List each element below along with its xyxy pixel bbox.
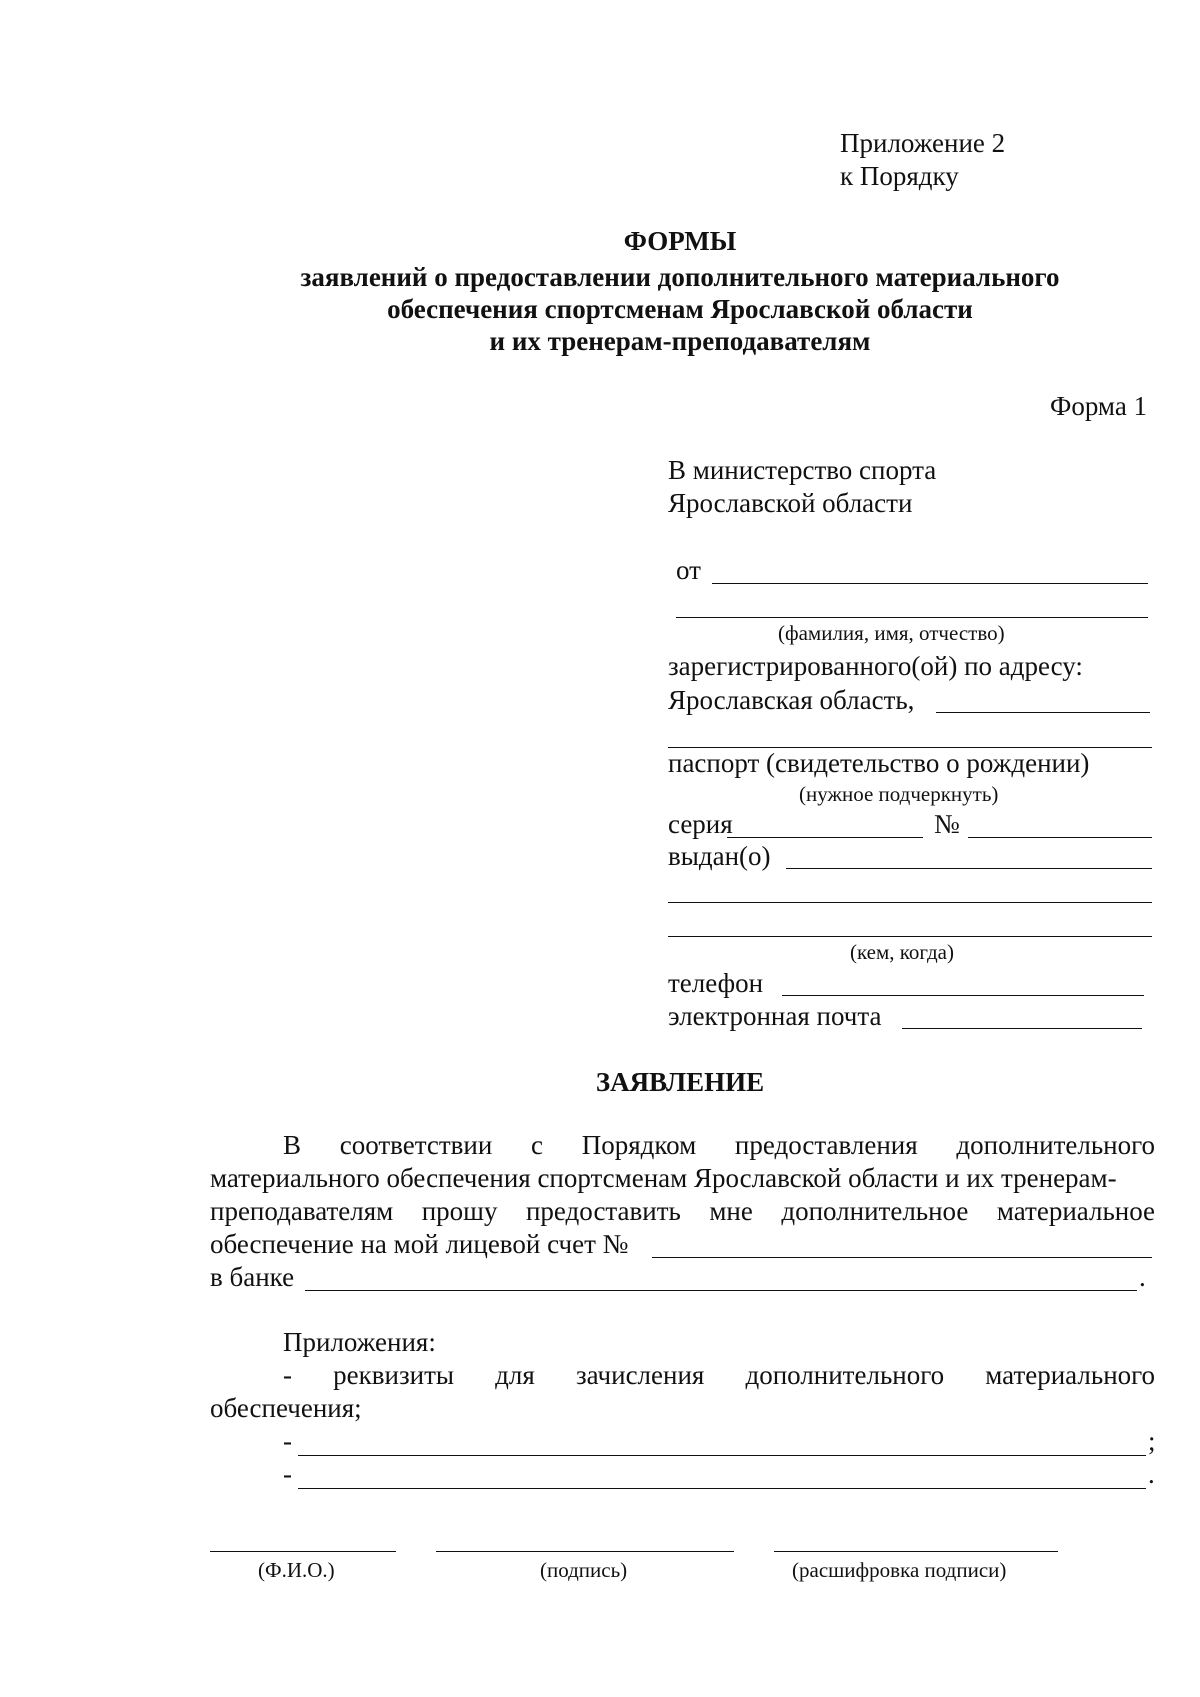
email-label: электронная почта (668, 1001, 882, 1031)
word: для (495, 1360, 535, 1390)
statement-line-5: в банке (210, 1262, 295, 1292)
bank-line-end: . (1139, 1262, 1146, 1292)
registered-label: зарегистрированного(ой) по адресу: (668, 651, 1083, 681)
statement-heading: ЗАЯВЛЕНИЕ (595, 1067, 765, 1097)
order-reference: к Порядку (840, 161, 959, 191)
forms-title: ФОРМЫ (623, 226, 737, 256)
fio-caption: (Ф.И.О.) (258, 1558, 335, 1582)
attachment-2-dash: - (283, 1426, 292, 1456)
issued-field-line-2[interactable] (668, 902, 1152, 903)
issued-field-line[interactable] (786, 868, 1152, 869)
word: реквизиты (333, 1360, 455, 1390)
attachment-1-line-2: обеспечения; (210, 1393, 362, 1423)
passport-label: паспорт (свидетельство о рождении) (668, 748, 1090, 778)
issued-field-line-3[interactable] (668, 936, 1152, 937)
addressee-line-2: Ярославской области (668, 488, 913, 518)
from-field-line-2[interactable] (676, 617, 1148, 618)
word: прошу (421, 1196, 498, 1226)
word: зачисления (575, 1360, 705, 1390)
word: - (283, 1360, 292, 1390)
forms-subtitle-line-3: и их тренерам-преподавателям (489, 326, 871, 356)
signature-line[interactable] (436, 1551, 734, 1552)
word: с (531, 1130, 543, 1160)
word: материального (985, 1360, 1156, 1390)
decoding-caption: (расшифровка подписи) (792, 1558, 1007, 1582)
word: В (283, 1130, 302, 1160)
statement-line-4: обеспечение на мой лицевой счет № (210, 1229, 629, 1259)
issued-hint: (кем, когда) (850, 940, 954, 964)
word: преподавателям (210, 1196, 394, 1226)
word: предоставить (525, 1196, 681, 1226)
word: предоставления (734, 1130, 918, 1160)
attachment-3-field-line[interactable] (298, 1488, 1146, 1489)
word: соответствии (339, 1130, 493, 1160)
fio-signature-line[interactable] (210, 1551, 396, 1552)
forms-subtitle-line-1: заявлений о предоставлении дополнительного материального (300, 262, 1060, 292)
attachment-3-end: . (1148, 1459, 1155, 1489)
attachment-1-line-1 (283, 1359, 1155, 1391)
forms-subtitle-line-2: обеспечения спортсменам Ярославской области (387, 294, 973, 324)
signature-caption: (подпись) (540, 1558, 628, 1582)
addressee-line-1: В министерство спорта (668, 455, 937, 485)
phone-label: телефон (668, 968, 764, 998)
address-field-line[interactable] (936, 712, 1150, 713)
series-field-line[interactable] (727, 837, 923, 838)
phone-field-line[interactable] (782, 995, 1144, 996)
word: материальное (996, 1196, 1156, 1226)
statement-line-2: материального обеспечения спортсменам Ярославской области и их тренерам- (210, 1163, 1117, 1193)
statement-line-3 (210, 1195, 1155, 1227)
series-label: серия (668, 809, 733, 839)
attachment-2-end: ; (1148, 1426, 1156, 1456)
statement-line-1 (283, 1129, 1155, 1161)
issued-label: выдан(о) (668, 841, 771, 871)
attachment-2-field-line[interactable] (298, 1455, 1146, 1456)
attachments-label: Приложения: (283, 1327, 436, 1357)
underline-hint: (нужное подчеркнуть) (799, 782, 999, 806)
account-number-field-line[interactable] (652, 1257, 1152, 1258)
word: дополнительное (781, 1196, 969, 1226)
region-label: Ярославская область, (668, 685, 915, 715)
word: Порядком (581, 1130, 697, 1160)
word: дополнительного (956, 1130, 1156, 1160)
word: мне (709, 1196, 753, 1226)
from-label: от (676, 555, 701, 585)
attachment-3-dash: - (283, 1459, 292, 1489)
fio-hint: (фамилия, имя, отчество) (778, 621, 1005, 645)
email-field-line[interactable] (902, 1028, 1142, 1029)
number-field-line[interactable] (968, 837, 1152, 838)
form-number: Форма 1 (1050, 391, 1148, 421)
bank-field-line[interactable] (305, 1290, 1137, 1291)
number-label: № (934, 809, 960, 839)
signature-decoding-line[interactable] (774, 1551, 1058, 1552)
word: дополнительного (745, 1360, 945, 1390)
from-field-line[interactable] (712, 583, 1148, 584)
appendix-label: Приложение 2 (840, 128, 1006, 158)
